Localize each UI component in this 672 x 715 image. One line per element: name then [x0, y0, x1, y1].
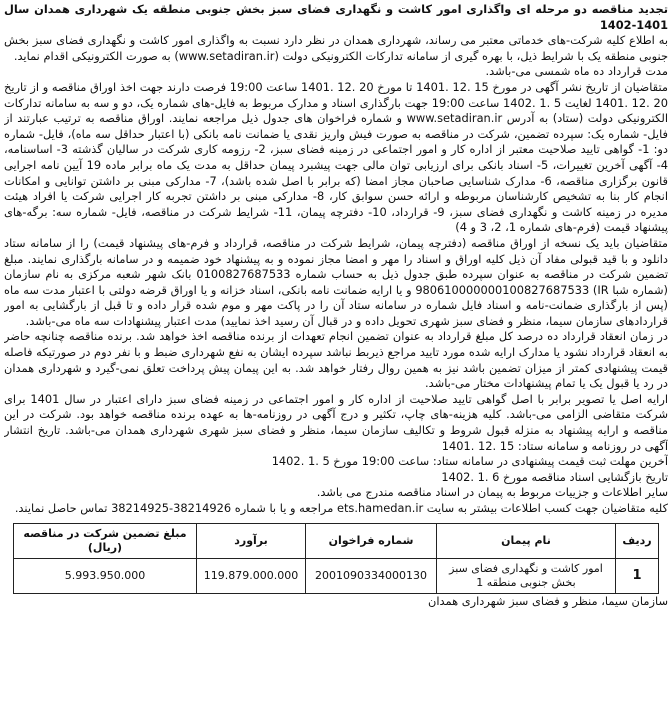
cell-contract-name: امور کاشت و نگهداری فضای سبز بخش جنوبی منطقه 1	[437, 558, 616, 593]
header-contract-name: نام پیمان	[437, 523, 616, 558]
notice-paragraph: متقاضیان باید یک نسخه از اوراق مناقصه (دفترچه پیمان، شرایط شرکت در مناقصه، قرارداد و فرم-های پیشنهاد قیمت) را از سامانه ستاد دانلود و با قید قبولی مفاد آن ذیل کلیه اوراق و اسناد را مهر و امضا مجاز نموده و به پیشنهاد خود ضمیمه و در سامانه بارگذاری نمایند. مبلغ تضمین شرکت در مناقصه به عنوان سپرده طبق جدول ذیل به حساب شماره 0100827687533 بانک شهر شعبه مرکزی به نام سازمان (شماره شبا IR) 980610000000100827687533 و یا ارایه ضمانت نامه بانکی، اسناد خزانه و یا اوراق قرضه دولتی با اعتبار مدت سه ماه (پس از بارگذاری ضمانت-نامه و اسناد فایل شماره در سامانه ستاد آن را در پاکت مهر و موم شده قرار داده و تا قبل از بارگشایی به امور قراردادهای سازمان سیما، منظر و فضای سبز شهری تحویل داده و در قبال آن رسید اخذ نمایید) مدت اعتبار پیشنهادات سه ماه می-باشد.	[4, 235, 668, 328]
tender-table	[13, 523, 659, 594]
cell-estimate: 119.879.000.000	[197, 558, 306, 593]
issuer-signature: سازمان سیما، منظر و فضای سبز شهرداری همدان	[428, 593, 668, 608]
header-row-number: ردیف	[616, 523, 659, 558]
cell-guarantee: 5.993.950.000	[14, 558, 197, 593]
notice-paragraph: متقاضیان از تاریخ نشر آگهی در مورخ 15 .12 .1401 تا مورخ 20 .12 .1401 ساعت 19:00 فرصت دارند جهت اخذ اوراق مناقصه و از تاریخ 20 .12 .1401 لغایت 5 .1 .1402 ساعت 19:00 جهت بارگذاری اسناد و مدارک مربوط به فایل-های شماره یک، دو و سه به سامانه تدارکات الکترونیکی دولت (ستاد) به آدرس www.setadiran.ir و شماره فراخوان های جدول ذیل مراجعه نمایند. اوراق مناقصه به ترتیب عبارتند از فایل- شماره یک: سپرده تضمین، شرکت در مناقصه به صورت فیش واریز نقدی یا ضمانت نامه بانکی (با اعتبار حداقل سه ماه)، فایل- شماره دو: 1- گواهی تایید صلاحیت معتبر از اداره کار و امور اجتماعی در زمینه فضای سبز، 2- رزومه کاری شرکت در سالیان گذشته 3- اساسنامه، 4- آگهی آخرین تغییرات، 5- اسناد بانکی برای ارزیابی توان مالی جهت پیشبرد پیمان حداقل به مدت یک ماه برابر ماده 19 آیین نامه اجرایی قانون برگزاری مناقصه، 6- مدارک شناسایی صاحبان مجاز امضا (که برابر با اصل شده باشد)، 7- مدارکی مبنی بر داشتن توانایی و امکانات انجام کار بنا به تشخیص کارشناسان مربوطه و ارائه حسن سوابق کار، 8- مدارکی مبنی بر داشتن تجربه کار اجرایی شرکت یا افراد هیئت مدیره در زمینه کاشت و نگهداری فضای سبز، 9- قرارداد، 10- دفترچه پیمان، 11- شرایط شرکت در مناقصه، فایل- شماره سه: برگه-های پیشنهاد قیمت (فرم-های شماره 1، 2، 3 و 4)	[4, 79, 668, 235]
header-guarantee: مبلغ تضمین شرکت در مناقصه (ریال)	[14, 523, 197, 558]
notice-paragraph: ارایه اصل یا تصویر برابر با اصل گواهی تایید صلاحیت از اداره کار و امور اجتماعی در زمینه فضای سبز دارای اعتبار در سال 1401 برای شرکت متقاضی الزامی می-باشد. کلیه هزینه-های چاپ، تکثیر و درج آگهی در روزنامه-ها به عهده برنده مناقصه خواهد بود. شرکت در این مناقصه و ارایه پیشنهاد به منزله قبول شروط و تکالیف سازمان سیما، منظر و فضای سبز شهری شهرداری همدان می-باشد. تاریخ انتشار آگهی در روزنامه و سامانه ستاد: 15 .12 .1401	[4, 391, 668, 453]
notice-paragraph: در زمان انعقاد قرارداد ده درصد کل مبلغ قرارداد به عنوان تضمین انجام تعهدات از برنده مناقصه اخذ خواهد شد. برنده مناقصه چنانچه حاضر به انعقاد قرارداد نشود یا مدارک ارایه شده مورد تایید مراجع ذیربط نباشد سپرده ایشان به نفع شهرداری ضبط و با نفر دوم در صورتیکه فاصله قیمت پیشنهادی کمتر از میزان تضمین باشد نیز به همین روال رفتار خواهد شد. به این پیمان پیش پرداخت تعلق نمی-گیرد و شهرداری همدان در رد یا قبول یک یا تمام پیشنهادات مختار می-باشد.	[4, 329, 668, 391]
table-row	[14, 558, 659, 593]
table-header-row	[14, 523, 659, 558]
tender-notice	[4, 2, 668, 711]
notice-heading: تجدید مناقصه دو مرحله ای واگذاری امور کاشت و نگهداری فضای سبز بخش جنوبی منطقه یک شهرداری همدان سال 1401-1402	[4, 2, 668, 32]
notice-paragraph: به اطلاع کلیه شرکت-های خدماتی معتبر می رساند، شهرداری همدان در نظر دارد نسبت به واگذاری امور کاشت و نگهداری فضای سبز بخش جنوبی منطقه یک با شرایط ذیل، با بهره گیری از سامانه تدارکات الکترونیکی دولت (www.setadiran.ir) به صورت الکترونیکی اقدام نماید.	[4, 33, 668, 63]
notice-paragraph: سایر اطلاعات و جزییات مربوط به پیمان در اسناد مناقصه مندرج می باشد.	[316, 485, 668, 500]
notice-paragraph: تاریخ بازگشایی اسناد مناقصه مورخ 6 .1 .1402	[441, 469, 668, 484]
cell-row-number: 1	[616, 558, 659, 593]
notice-paragraph: مدت قرارداد ده ماه شمسی می-باشد.	[485, 64, 668, 79]
cell-call-number: 2001090334000130	[306, 558, 437, 593]
header-estimate: برآورد	[197, 523, 306, 558]
notice-paragraph: کلیه متقاضیان جهت کسب اطلاعات بیشتر به سایت ets.hamedan.ir مراجعه و یا با شماره 38214926-38214925 تماس حاصل نمایند.	[14, 501, 668, 515]
header-call-number: شماره فراخوان	[306, 523, 437, 558]
notice-paragraph: آخرین مهلت ثبت قیمت پیشنهادی در سامانه ستاد: ساعت 19:00 مورخ 5 .1 .1402	[271, 454, 668, 469]
